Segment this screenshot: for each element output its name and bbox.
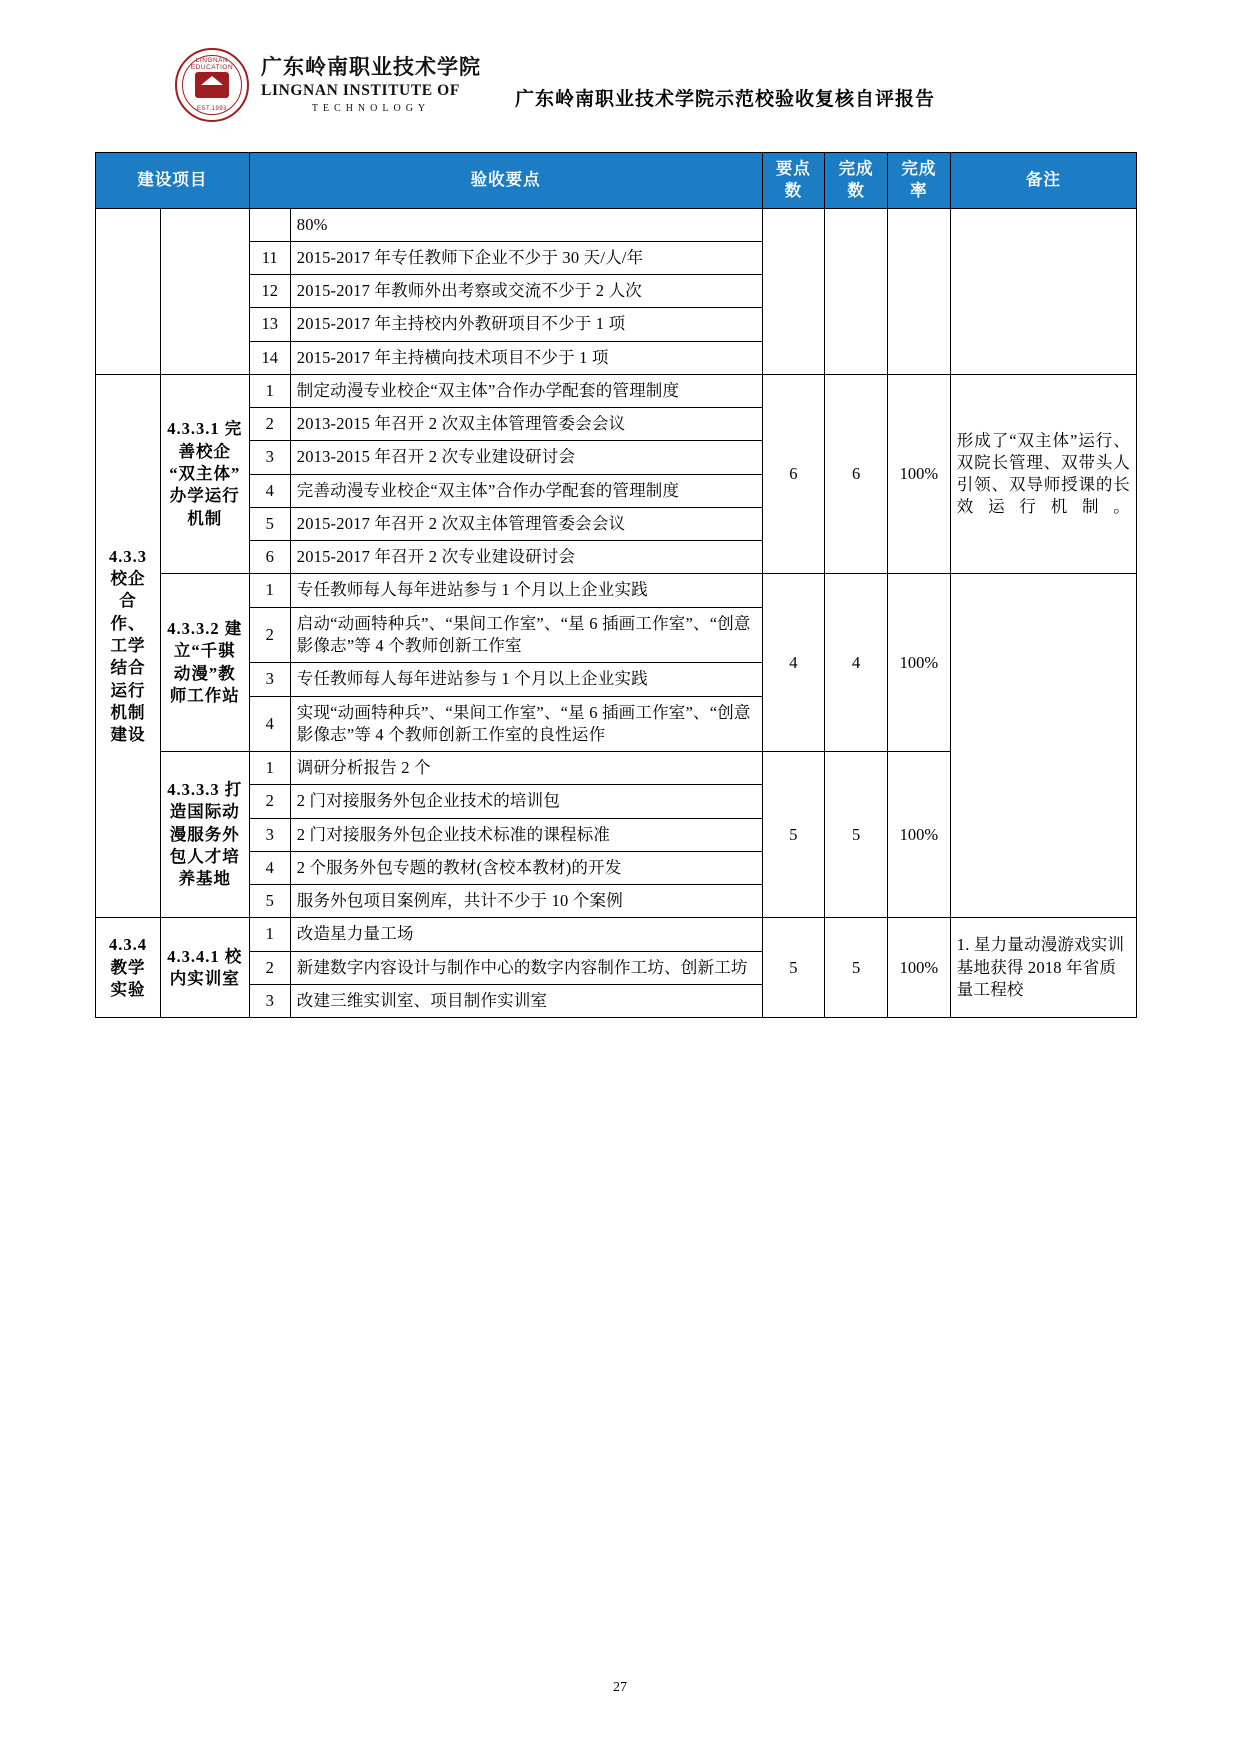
cell-done-continued	[825, 208, 888, 374]
cell-rate: 100%	[888, 574, 951, 752]
cell-index: 4	[249, 696, 290, 752]
cell-point: 2013-2015 年召开 2 次专业建设研讨会	[290, 441, 762, 474]
cell-point: 实现“动画特种兵”、“果间工作室”、“星 6 插画工作室”、“创意影像志”等 4 个教师创新工作室的良性运作	[290, 696, 762, 752]
cell-point: 2 门对接服务外包企业技术的培训包	[290, 785, 762, 818]
cell-point: 2 门对接服务外包企业技术标准的课程标准	[290, 818, 762, 851]
table-header-row	[96, 153, 1137, 209]
cell-index: 13	[249, 308, 290, 341]
cell-index: 3	[249, 663, 290, 696]
cell-rate-continued	[888, 208, 951, 374]
cell-rate: 100%	[888, 918, 951, 1018]
cell-point: 2013-2015 年召开 2 次双主体管理管委会会议	[290, 408, 762, 441]
cell-index: 3	[249, 818, 290, 851]
cell-done-count: 5	[825, 918, 888, 1018]
cell-index: 4	[249, 851, 290, 884]
cell-point: 2015-2017 年主持校内外教研项目不少于 1 项	[290, 308, 762, 341]
cell-index	[249, 208, 290, 241]
seal-core-shape	[195, 72, 229, 98]
header-project: 建设项目	[96, 153, 250, 209]
header-done-count: 完成数	[825, 153, 888, 209]
cell-index: 2	[249, 785, 290, 818]
cell-index: 1	[249, 374, 290, 407]
cell-index: 1	[249, 918, 290, 951]
cell-project-433: 4.3.3 校企合作、工学结合运行机制建设	[96, 374, 161, 918]
cell-rate: 100%	[888, 752, 951, 918]
cell-index: 2	[249, 408, 290, 441]
cell-remark: 1. 星力量动漫游戏实训基地获得 2018 年省质量工程校	[950, 918, 1136, 1018]
table-row	[96, 374, 1137, 407]
cell-point-count: 4	[762, 574, 825, 752]
cell-point-count: 6	[762, 374, 825, 574]
cell-subproject-continued	[160, 208, 249, 374]
cell-index: 3	[249, 441, 290, 474]
cell-point: 2015-2017 年召开 2 次专业建设研讨会	[290, 541, 762, 574]
cell-point: 2015-2017 年召开 2 次双主体管理管委会会议	[290, 507, 762, 540]
cell-index: 12	[249, 275, 290, 308]
cell-point: 改造星力量工场	[290, 918, 762, 951]
cell-remark-continued	[950, 208, 1136, 374]
cell-subproject-4341: 4.3.4.1 校内实训室	[160, 918, 249, 1018]
cell-index: 11	[249, 241, 290, 274]
table-row	[96, 208, 1137, 241]
cell-count-continued	[762, 208, 825, 374]
cell-done-count: 4	[825, 574, 888, 752]
cell-point-count: 5	[762, 752, 825, 918]
cell-index: 2	[249, 607, 290, 663]
header-point-count: 要点数	[762, 153, 825, 209]
cell-index: 5	[249, 885, 290, 918]
cell-index: 2	[249, 951, 290, 984]
cell-point: 专任教师每人每年进站参与 1 个月以上企业实践	[290, 574, 762, 607]
logo-name-en-line1: LINGNAN INSTITUTE OF	[261, 81, 460, 99]
logo-text-block	[261, 56, 481, 114]
cell-rate: 100%	[888, 374, 951, 574]
cell-point: 2015-2017 年专任教师下企业不少于 30 天/人/年	[290, 241, 762, 274]
cell-point: 完善动漫专业校企“双主体”合作办学配套的管理制度	[290, 474, 762, 507]
cell-index: 14	[249, 341, 290, 374]
cell-point-count: 5	[762, 918, 825, 1018]
cell-subproject-4331: 4.3.3.1 完善校企“双主体”办学运行机制	[160, 374, 249, 574]
logo-name-cn: 广东岭南职业技术学院	[261, 55, 481, 79]
acceptance-table	[95, 152, 1137, 1018]
page-number: 27	[613, 1680, 627, 1695]
cell-project-continued	[96, 208, 161, 374]
cell-remark	[950, 574, 1136, 918]
cell-point: 调研分析报告 2 个	[290, 752, 762, 785]
acceptance-table-wrapper	[95, 152, 1137, 1018]
header-points: 验收要点	[249, 153, 762, 209]
cell-point: 2015-2017 年主持横向技术项目不少于 1 项	[290, 341, 762, 374]
seal-bottom-text: EST.1993	[196, 106, 228, 112]
cell-done-count: 6	[825, 374, 888, 574]
page-header	[95, 48, 1145, 140]
seal-icon	[175, 48, 249, 122]
cell-index: 4	[249, 474, 290, 507]
cell-point: 专任教师每人每年进站参与 1 个月以上企业实践	[290, 663, 762, 696]
cell-point: 制定动漫专业校企“双主体”合作办学配套的管理制度	[290, 374, 762, 407]
cell-point: 2015-2017 年教师外出考察或交流不少于 2 人次	[290, 275, 762, 308]
seal-top-text: LINGNAN EDUCATION	[190, 57, 234, 71]
cell-project-434: 4.3.4 教学实验	[96, 918, 161, 1018]
cell-point: 服务外包项目案例库，共计不少于 10 个案例	[290, 885, 762, 918]
table-row	[96, 918, 1137, 951]
cell-point: 80%	[290, 208, 762, 241]
cell-done-count: 5	[825, 752, 888, 918]
logo-name-en-line2: TECHNOLOGY	[311, 102, 431, 114]
institution-logo	[175, 48, 481, 122]
cell-index: 3	[249, 984, 290, 1017]
cell-subproject-4332: 4.3.3.2 建立“千骐动漫”教师工作站	[160, 574, 249, 752]
cell-point: 新建数字内容设计与制作中心的数字内容制作工坊、创新工坊	[290, 951, 762, 984]
cell-point: 启动“动画特种兵”、“果间工作室”、“星 6 插画工作室”、“创意影像志”等 4 个教师创新工作室	[290, 607, 762, 663]
cell-index: 5	[249, 507, 290, 540]
table-row	[96, 574, 1137, 607]
cell-index: 1	[249, 752, 290, 785]
cell-index: 1	[249, 574, 290, 607]
header-rate: 完成率	[888, 153, 951, 209]
document-title: 广东岭南职业技术学院示范校验收复核自评报告	[515, 89, 936, 110]
cell-point: 2 个服务外包专题的教材(含校本教材)的开发	[290, 851, 762, 884]
cell-remark: 形成了“双主体”运行、双院长管理、双带头人引领、双导师授课的长效运行机制。	[950, 374, 1136, 574]
header-remark: 备注	[950, 153, 1136, 209]
cell-subproject-4333: 4.3.3.3 打造国际动漫服务外包人才培养基地	[160, 752, 249, 918]
cell-index: 6	[249, 541, 290, 574]
cell-point: 改建三维实训室、项目制作实训室	[290, 984, 762, 1017]
